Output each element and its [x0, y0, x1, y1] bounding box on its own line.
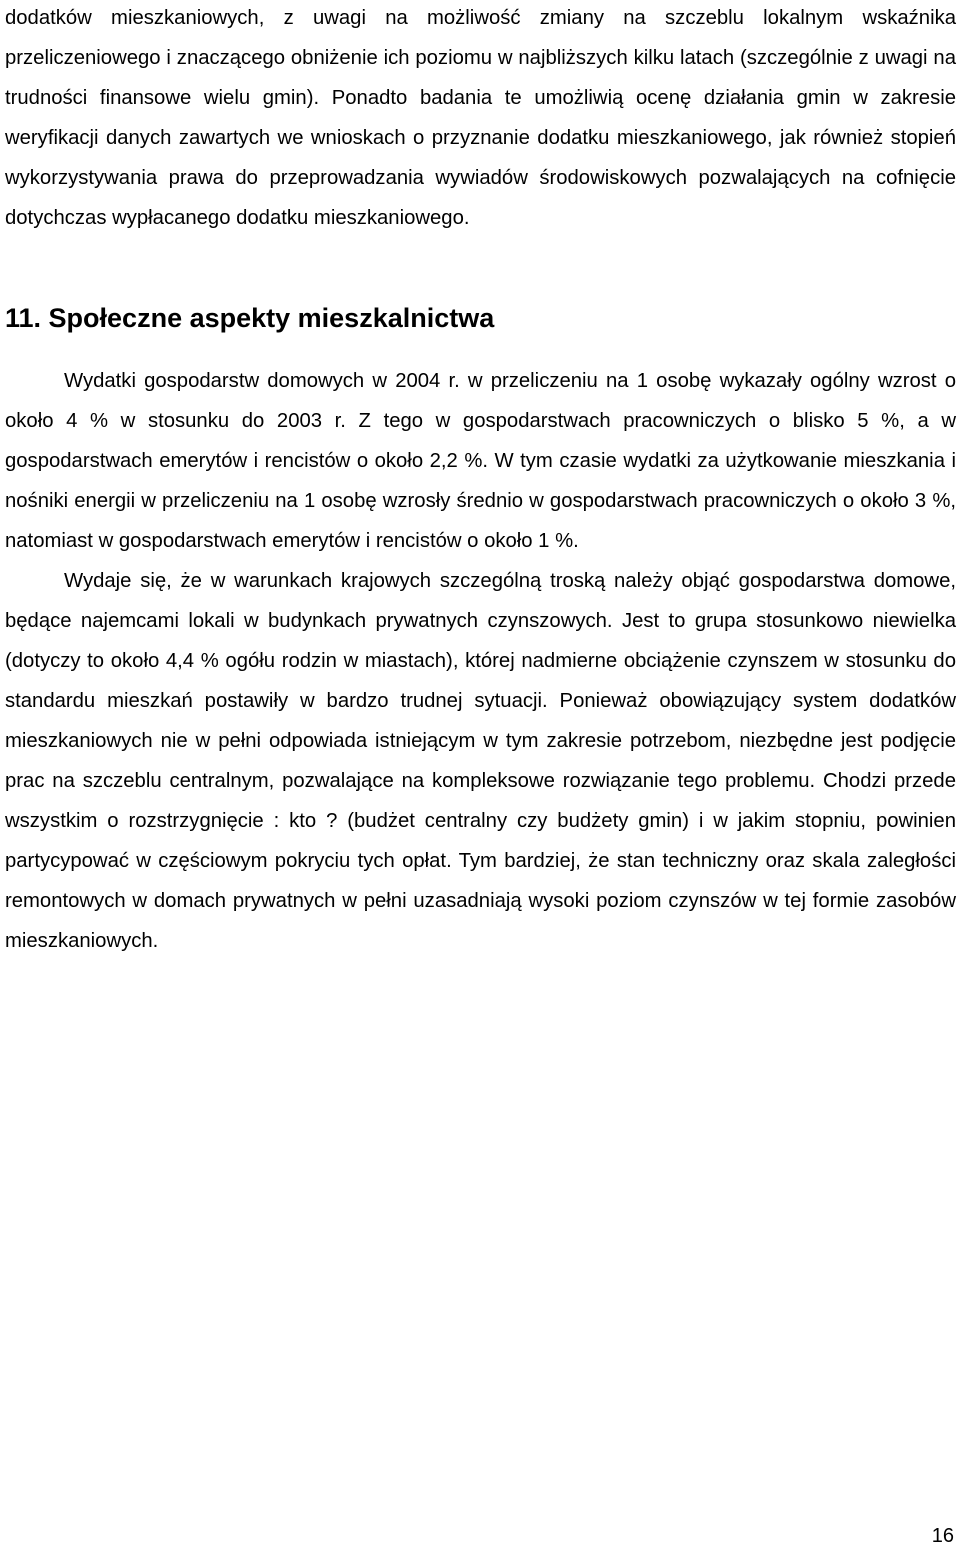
page-number: 16	[931, 1525, 954, 1547]
private-tenants-paragraph: Wydaje się, że w warunkach krajowych szczególną troską należy objąć gospodarstwa domowe, będące najemcami lokali w budynkach prywatnych czynszowych. Jest to grupa stosunkowo niewielka (dotyczy to około 4,4 % ogółu rodzin w miastach), której nadmierne obciążenie czynszem w stosunku do standardu mieszkań postawiły w bardzo trudnej sytuacji. Ponieważ obowiązujący system dodatków mieszkaniowych nie w pełni odpowiada istniejącym w tym zakresie potrzebom, niezbędne jest podjęcie prac na szczeblu centralnym, pozwalające na kompleksowe rozwiązanie tego problemu. Chodzi przede wszystkim o rozstrzygnięcie : kto ? (budżet centralny czy budżety gmin) i w jakim stopniu, powinien partycypować w częściowym pokryciu tych opłat. Tym bardziej, że stan techniczny oraz skala zaległości remontowych w domach prywatnych w pełni uzasadniają wysoki poziom czynszów w tej formie zasobów mieszkaniowych.	[5, 570, 956, 952]
household-expenditure-paragraph: Wydatki gospodarstw domowych w 2004 r. w przeliczeniu na 1 osobę wykazały ogólny wzrost o około 4 % w stosunku do 2003 r. Z tego w gospodarstwach pracowniczych o blisko 5 %, a w gospodarstwach emerytów i rencistów o około 2,2 %. W tym czasie wydatki za użytkowanie mieszkania i nośniki energii w przeliczeniu na 1 osobę wzrosły średnio w gospodarstwach pracowniczych o około 3 %, natomiast w gospodarstwach emerytów i rencistów o około 1 %.	[5, 370, 956, 552]
intro-paragraph: dodatków mieszkaniowych, z uwagi na możliwość zmiany na szczeblu lokalnym wskaźnika przeliczeniowego i znaczącego obniżenie ich poziomu w najbliższych kilku latach (szczególnie z uwagi na trudności finansowe wielu gmin). Ponadto badania te umożliwią ocenę działania gmin w zakresie weryfikacji danych zawartych we wnioskach o przyznanie dodatku mieszkaniowego, jak również stopień wykorzystywania prawa do przeprowadzania wywiadów środowiskowych pozwalających na cofnięcie dotychczas wypłacanego dodatku mieszkaniowego.	[5, 7, 956, 229]
document-page	[5, 0, 956, 961]
section-heading: 11. Społeczne aspekty mieszkalnictwa	[5, 303, 495, 333]
